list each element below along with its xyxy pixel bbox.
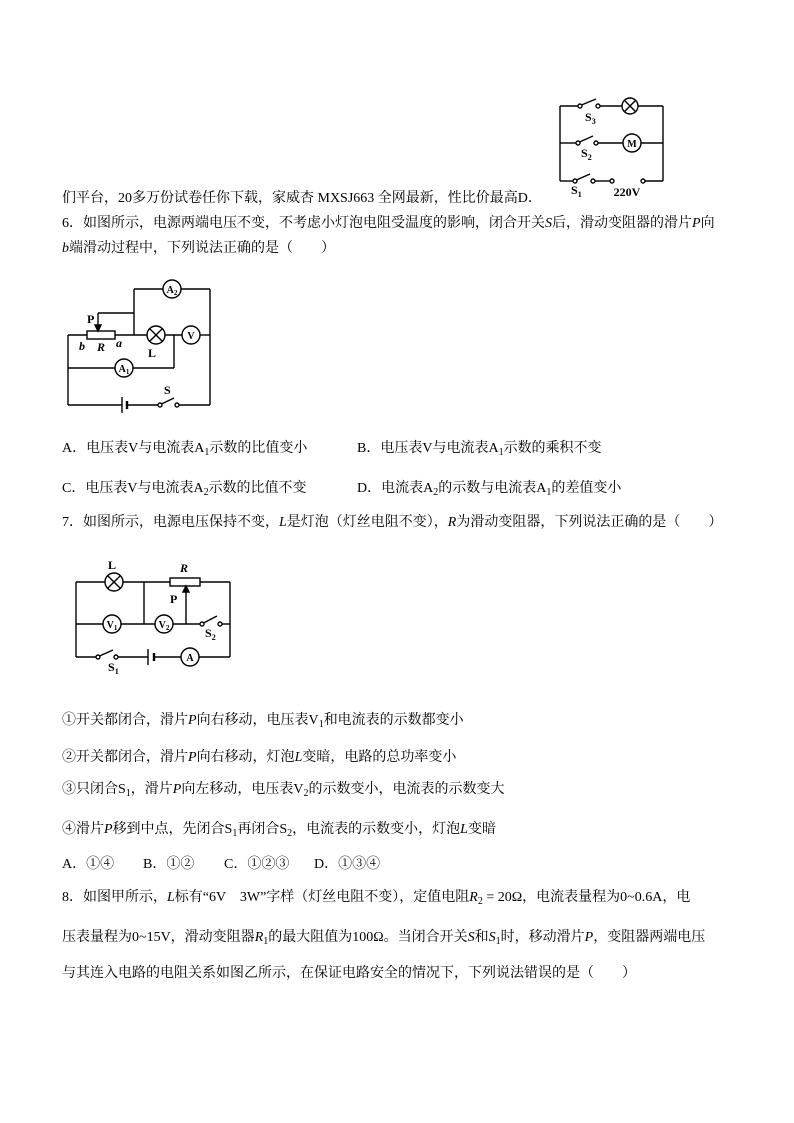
q6-stem-text: 后，滑动变阻器的滑片 (552, 216, 692, 231)
terminal-icon (641, 179, 645, 183)
label-s3: $S_3$ (585, 110, 596, 126)
subscript: 1 (498, 447, 504, 458)
label-motor: M (627, 139, 637, 150)
q6-option-a (62, 439, 307, 459)
var-l: L (460, 822, 468, 837)
var-p: P (188, 750, 197, 765)
subscript: 1 (204, 447, 210, 458)
var-p: P (584, 930, 594, 945)
switch-s3-icon (578, 99, 600, 108)
label-s1: $S_1$ (571, 183, 582, 199)
label-p: P (87, 312, 95, 326)
switch-s2-icon (200, 616, 222, 626)
q7-stem-text: 为滑动变阻器，下列说法正确的是（ ） (456, 515, 723, 530)
label-a: A (186, 653, 194, 664)
q7-choice-c: C．①②③ (224, 857, 290, 872)
q8-text: 与其连入电路的电阻关系如图乙所示，在保证电路安全的情况下，下列说法错误的是（ ） (62, 966, 636, 981)
var-r: R (469, 890, 478, 905)
slider-arrowhead (183, 586, 189, 592)
label-a2: $A_2$ (166, 285, 178, 297)
statement-text: ④滑片 (62, 822, 104, 837)
var-p: P (188, 713, 197, 728)
q7-stem (62, 513, 722, 533)
q6-stem-line-2 (62, 239, 335, 259)
label-r: R (97, 340, 106, 354)
option-text: A．电压表V与电流表A (62, 441, 205, 456)
subscript: 1 (546, 487, 552, 498)
q6-stem-text: 6．如图所示，电源两端电压不变，不考虑小灯泡电阻受温度的影响，闭合开关 (62, 216, 545, 231)
q8-stem-line-2 (62, 928, 705, 948)
subscript: 2 (303, 788, 309, 799)
label-a: a (116, 336, 122, 350)
var-s: S (467, 930, 475, 945)
q8-text: = 20Ω，电流表量程为0~0.6A，电 (482, 890, 691, 905)
statement-text: 的示数变小，电流表的示数变大 (308, 782, 505, 797)
statement-text: 和电流表的示数都变小 (323, 713, 464, 728)
lamp-icon (622, 98, 638, 114)
q6-stem-text: 向 (700, 216, 715, 231)
label-v2: $V_2$ (158, 620, 170, 632)
option-text: 示数的乘积不变 (503, 441, 602, 456)
q6-option-c (62, 479, 307, 499)
label-a1: $A_1$ (118, 364, 130, 376)
label-l: L (148, 346, 157, 360)
battery-icon (122, 397, 127, 413)
label-v1: $V_1$ (106, 620, 118, 632)
q8-text: 8．如图甲所示， (62, 890, 167, 905)
statement-text: 移到中点，先闭合S (112, 822, 233, 837)
battery-icon (148, 649, 154, 665)
label-l: L (108, 558, 117, 572)
q8-text: 时，移动滑片 (500, 930, 585, 945)
option-text: 示数的比值不变 (208, 481, 307, 496)
label-s1: $S_1$ (108, 660, 119, 676)
statement-text: ②开关都闭合，滑片 (62, 750, 188, 765)
switch-s1-icon (573, 174, 595, 183)
statement-text: 向左移动，电压表V (181, 782, 304, 797)
statement-text: 变暗 (467, 822, 496, 837)
label-s2: $S_2$ (581, 146, 592, 162)
statement-text: ，电流表的示数变小，灯泡 (292, 822, 461, 837)
var-l: L (279, 515, 287, 530)
q7-stem-text: 7．如图所示，电源电压保持不变， (62, 515, 279, 530)
q5-tail-line (62, 189, 542, 209)
q7-choice-b: B．①② (143, 857, 195, 872)
subscript: 1 (232, 828, 238, 839)
lamp-icon (105, 573, 123, 591)
label-b: b (79, 339, 85, 353)
option-text: 示数的比值变小 (209, 441, 308, 456)
subscript: 2 (433, 487, 439, 498)
var-l: L (167, 890, 175, 905)
subscript: 1 (318, 719, 324, 730)
subscript: 2 (477, 896, 483, 907)
option-text: B．电压表V与电流表A (357, 441, 499, 456)
q7-choice-a: A．①④ (62, 857, 115, 872)
statement-text: ③只闭合S (62, 782, 126, 797)
q5-circuit-diagram (553, 97, 671, 201)
statement-text: ①开关都闭合，滑片 (62, 713, 188, 728)
rheostat-icon (170, 578, 200, 586)
var-r: R (447, 515, 457, 530)
q8-stem-line-3 (62, 964, 636, 984)
subscript: 1 (495, 936, 501, 947)
var-r: R (254, 930, 264, 945)
q7-statement-4 (62, 820, 496, 840)
label-s2: $S_2$ (205, 626, 216, 642)
option-text: 的差值变小 (551, 481, 622, 496)
label-r: R (180, 561, 189, 575)
q8-stem-line-1 (62, 888, 690, 908)
subscript: 2 (287, 828, 293, 839)
q7-statement-2 (62, 748, 456, 768)
subscript: 1 (125, 788, 131, 799)
label-v: V (187, 331, 195, 342)
terminal-icon (610, 179, 614, 183)
q5-tail-text: 们平台，20多万份试卷任你下载，家威杏 MXSJ663 全网最新，性比价最高D． (62, 191, 542, 206)
statement-text: 变暗，电路的总功率变小 (302, 750, 457, 765)
var-l: L (294, 750, 303, 765)
q8-text: 压表量程为0~15V，滑动变阻器 (62, 930, 255, 945)
var-b: b (62, 241, 69, 256)
q6-option-b (357, 439, 602, 459)
statement-text: 向右移动，灯泡 (196, 750, 295, 765)
statement-text: 再闭合S (237, 822, 288, 837)
q7-statement-1 (62, 711, 464, 731)
switch-s-icon (158, 398, 179, 407)
var-s: S (488, 930, 496, 945)
q7-statement-3 (62, 780, 504, 800)
q8-text: 的最大阻值为100Ω。当闭合开关 (268, 930, 468, 945)
q7-stem-text: 是灯泡（灯丝电阻不变）， (286, 515, 448, 530)
q6-option-d (357, 479, 621, 499)
subscript: 1 (263, 936, 269, 947)
label-p: P (170, 592, 178, 606)
q6-stem-text: 端滑动过程中，下列说法正确的是（ ） (69, 241, 335, 256)
q7-choice-d: D．①③④ (314, 857, 381, 872)
var-p: P (692, 216, 701, 231)
option-text: D．电流表A (357, 481, 434, 496)
statement-text: 向右移动，电压表V (196, 713, 319, 728)
q6-circuit-diagram (60, 280, 218, 414)
option-text: C．电压表V与电流表A (62, 481, 204, 496)
statement-text: ，滑片 (130, 782, 173, 797)
q8-text: 和 (474, 930, 489, 945)
lamp-icon (147, 326, 165, 344)
q8-text: 标有“6V 3W”字样（灯丝电阻不变），定值电阻 (174, 890, 470, 905)
q7-circuit-diagram (70, 556, 236, 678)
var-p: P (104, 822, 113, 837)
rheostat-icon (87, 331, 115, 339)
label-220v: 220V (613, 185, 641, 199)
switch-s1-icon (96, 650, 118, 659)
label-s: S (164, 383, 171, 397)
q6-stem-line-1 (62, 214, 715, 234)
var-s: S (545, 216, 552, 231)
slider-arrowhead (95, 325, 101, 331)
option-text: 的示数与电流表A (438, 481, 547, 496)
var-p: P (172, 782, 182, 797)
subscript: 2 (203, 487, 209, 498)
q8-text: ，变阻器两端电压 (593, 930, 706, 945)
switch-s2-icon (576, 136, 598, 145)
